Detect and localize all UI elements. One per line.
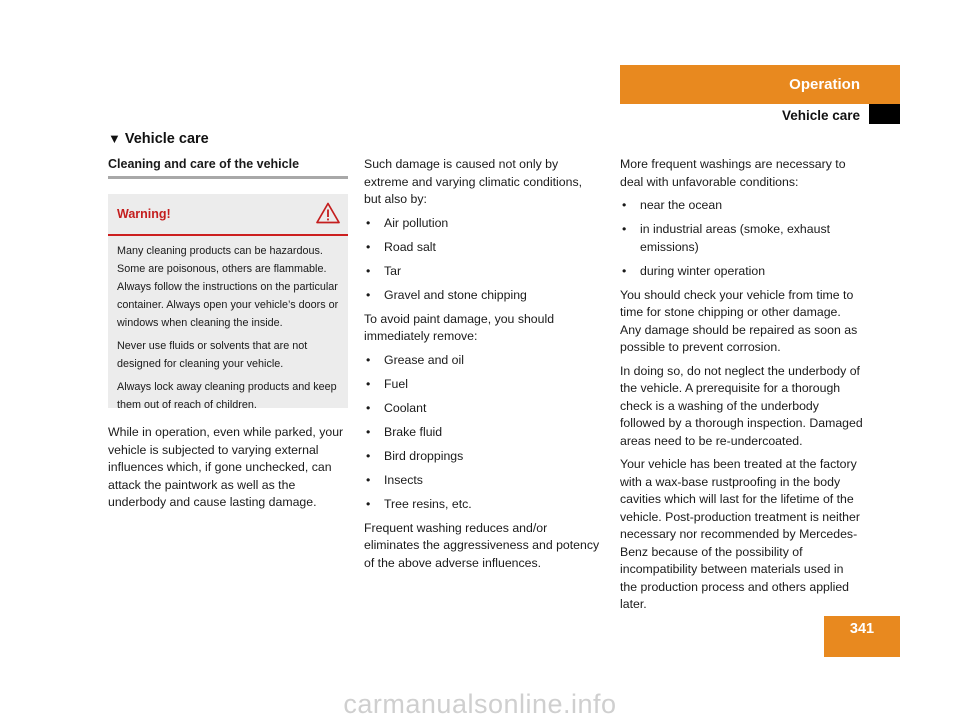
list-item: • Air pollution — [364, 215, 602, 233]
list-item: • during winter operation — [620, 263, 864, 281]
paragraph: More frequent washings are necessary to deal with unfavorable conditions: — [620, 157, 846, 189]
paragraph: Such damage is caused not only by extreme and varying climatic conditions, but also by: — [364, 157, 583, 206]
list-item: • Insects — [364, 472, 602, 490]
warning-body — [108, 236, 348, 414]
chapter-tab — [620, 65, 900, 104]
page-title: Vehicle care — [124, 131, 209, 147]
bullet-list — [364, 215, 602, 305]
list-item: • Gravel and stone chipping — [364, 287, 602, 305]
warning-title: Warning! — [117, 207, 171, 221]
list-item: • Brake fluid — [364, 424, 602, 442]
list-item: • Bird droppings — [364, 448, 602, 466]
chapter-title: Operation — [789, 76, 860, 93]
list-item: • Tree resins, etc. — [364, 496, 602, 514]
column-middle — [364, 156, 602, 578]
paragraph: You should check your vehicle from time to time for stone chipping or other damage. Any damage should be repaired as soon as possible to prevent corrosion. — [620, 287, 858, 354]
warning-paragraph: Always lock away cleaning products and keep them out of reach of children. — [117, 381, 337, 411]
list-item: • Road salt — [364, 239, 602, 257]
column-right — [620, 156, 864, 620]
bullet-list — [620, 197, 864, 280]
warning-paragraph: Never use fluids or solvents that are not designed for cleaning your vehicle. — [117, 340, 308, 370]
paragraph: Your vehicle has been treated at the factory with a wax-base rustproofing in the body cavities which will last for the lifetime of the vehicle. Post-production treatment is neither necessary nor recommended by Mercedes-Benz because of the possibility of incompatibility between materials used in the production process and others applied later. — [620, 457, 860, 611]
list-item: • Tar — [364, 263, 602, 281]
subsection-title: Cleaning and care of the vehicle — [108, 157, 300, 171]
paragraph: While in operation, even while parked, your vehicle is subjected to varying external influences which, if gone unchecked, can attack the paintwork as well as the underbody and cause lasting damage. — [108, 425, 344, 509]
warning-paragraph: Many cleaning products can be hazardous. Some are poisonous, others are flammable. Always follow the instructions on the particular container. Always open your vehicle’s doors or windows when cleaning the inside. — [117, 245, 339, 329]
list-item: • Fuel — [364, 376, 602, 394]
column-left — [108, 424, 350, 518]
list-item: • Grease and oil — [364, 352, 602, 370]
watermark: carmanualsonline.info — [343, 689, 617, 719]
page-heading — [108, 131, 209, 147]
triangle-down-icon: ▼ — [108, 131, 121, 146]
page-number: 341 — [824, 616, 900, 657]
warning-triangle-icon — [316, 202, 340, 224]
paragraph: Frequent washing reduces and/or eliminates the aggressiveness and potency of the above adverse influences. — [364, 520, 600, 570]
warning-header — [108, 194, 348, 236]
paragraph: In doing so, do not neglect the underbody of the vehicle. A prerequisite for a thorough check is a washing of the underbody followed by a thorough inspection. Damaged areas need to be re-undercoated. — [620, 363, 863, 448]
list-item: • in industrial areas (smoke, exhaust emissions) — [620, 221, 864, 256]
subsection-divider — [108, 176, 348, 179]
section-title: Vehicle care — [781, 108, 860, 123]
list-item: • Coolant — [364, 400, 602, 418]
section-marker-block — [869, 104, 900, 124]
bullet-list — [364, 352, 602, 514]
paragraph: To avoid paint damage, you should immediately remove: — [364, 311, 555, 343]
warning-box — [108, 194, 348, 411]
list-item: • near the ocean — [620, 197, 864, 215]
